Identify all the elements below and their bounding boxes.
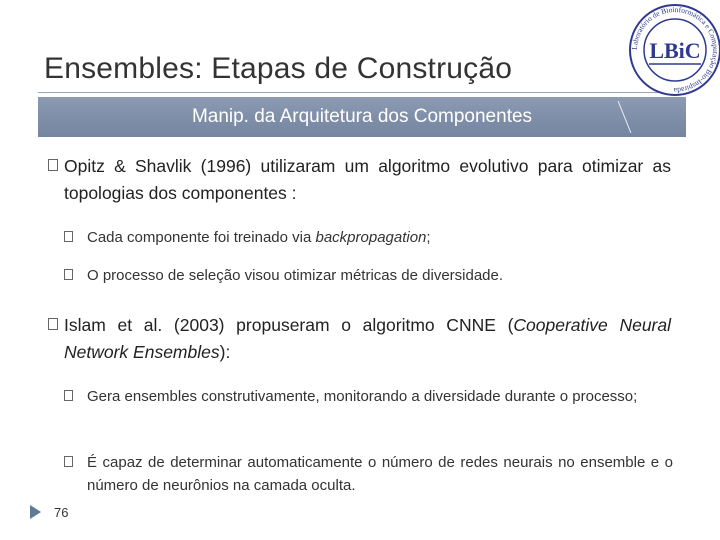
sub-bullet-marker [64,390,73,401]
bullet-marker [48,159,58,171]
bullet-text: Islam et al. (2003) propuseram o algoritmo CNNE (Cooperative Neural Network Ensembles): [64,315,671,362]
sub-bullet-text: O processo de seleção visou otimizar métricas de diversidade. [87,267,504,284]
sub-bullet-marker [64,231,73,242]
lbic-logo [627,2,720,98]
sub-bullet-text: É capaz de determinar automaticamente o número de redes neurais no ensemble e o número de neurônios na camada oculta. [87,454,673,494]
bullet-text: Opitz & Shavlik (1996) utilizaram um algoritmo evolutivo para otimizar as topologias dos componentes : [64,156,671,203]
sub-bullet-text: Gera ensembles construtivamente, monitorando a diversidade durante o processo; [87,388,638,405]
sub-bullet-marker [64,269,73,280]
page-marker-icon [30,505,41,519]
banner-text: Manip. da Arquitetura dos Componentes [191,106,533,127]
sub-bullet-marker [64,456,73,467]
logo-ring-text: Laboratório de Bioinformática e Computação Bio-Inspirada [629,4,720,96]
page-number: 76 [54,505,69,520]
section-banner [38,97,686,137]
logo-text: LBiC [649,38,701,63]
slide-title: Ensembles: Etapas de Construção [44,52,513,85]
title-divider [38,92,686,93]
bullet-marker [48,318,58,330]
sub-bullet-text: Cada componente foi treinado via backpropagation; [87,229,431,246]
